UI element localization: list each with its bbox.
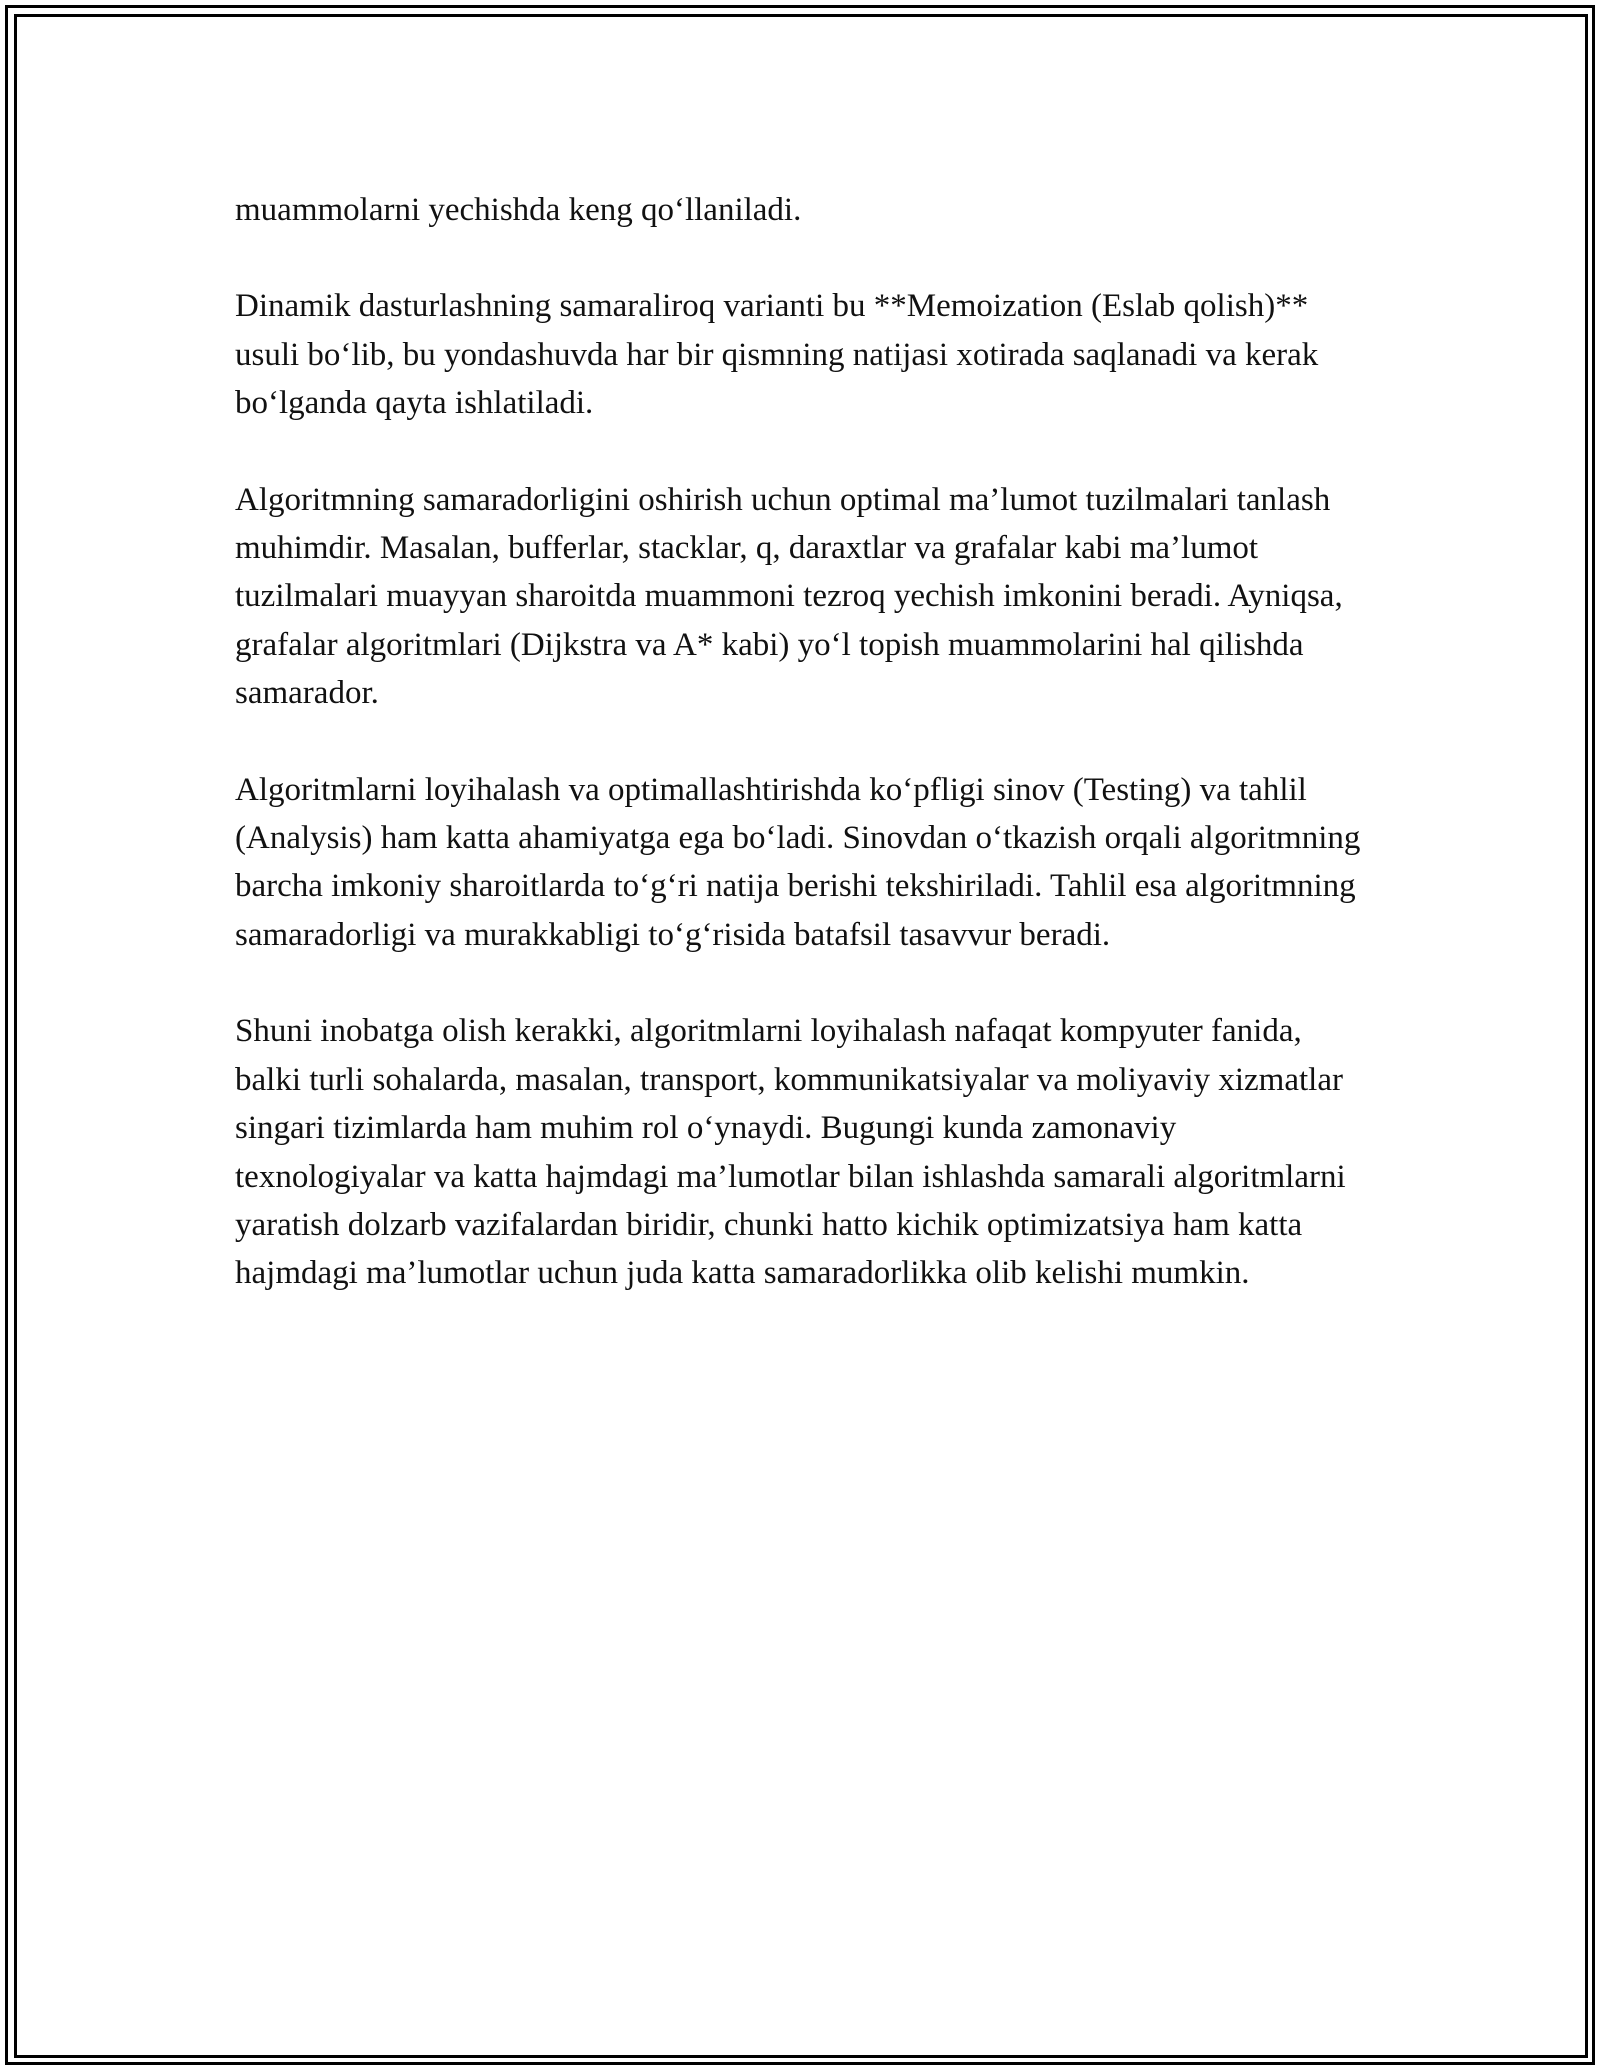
paragraph-5: Shuni inobatga olish kerakki, algoritmlarni loyihalash nafaqat kompyuter fanida, balki turli sohalarda, masalan, transport, kommunikatsiyalar va moliyaviy xizmatlar singari tizimlarda ham muhim rol o‘ynaydi. Bugungi kunda zamonaviy texnologiyalar va katta hajmdagi ma’lumotlar bilan ishlashda samarali algoritmlarni yaratish dolzarb vazifalardan biridir, chunki hatto kichik optimizatsiya ham katta hajmdagi ma’lumotlar uchun juda katta samaradorlikka olib kelishi mumkin. [235, 1013, 1346, 1292]
document-body [235, 186, 1365, 1346]
paragraph-1: muammolarni yechishda keng qo‘llaniladi. [235, 192, 802, 228]
paragraph-4: Algoritmlarni loyihalash va optimallashtirishda ko‘pfligi sinov (Testing) va tahlil (Analysis) ham katta ahamiyatga ega bo‘ladi. Sinovdan o‘tkazish orqali algoritmning barcha imkoniy sharoitlarda to‘g‘ri natija berishi tekshiriladi. Tahlil esa algoritmning samaradorligi va murakkabligi to‘g‘risida batafsil tasavvur beradi. [235, 771, 1361, 953]
paragraph-2: Dinamik dasturlashning samaraliroq varianti bu **Memoization (Eslab qolish)** usuli bo‘lib, bu yondashuvda har bir qismning natijasi xotirada saqlanadi va kerak bo‘lganda qayta ishlatiladi. [235, 288, 1319, 422]
paragraph-3: Algoritmning samaradorligini oshirish uchun optimal ma’lumot tuzilmalari tanlash muhimdir. Masalan, bufferlar, stacklar, q, daraxtlar va grafalar kabi ma’lumot tuzilmalari muayyan sharoitda muammoni tezroq yechish imkonini beradi. Ayniqsa, grafalar algoritmlari (Dijkstra va A* kabi) yo‘l topish muammolarini hal qilishda samarador. [235, 481, 1343, 712]
